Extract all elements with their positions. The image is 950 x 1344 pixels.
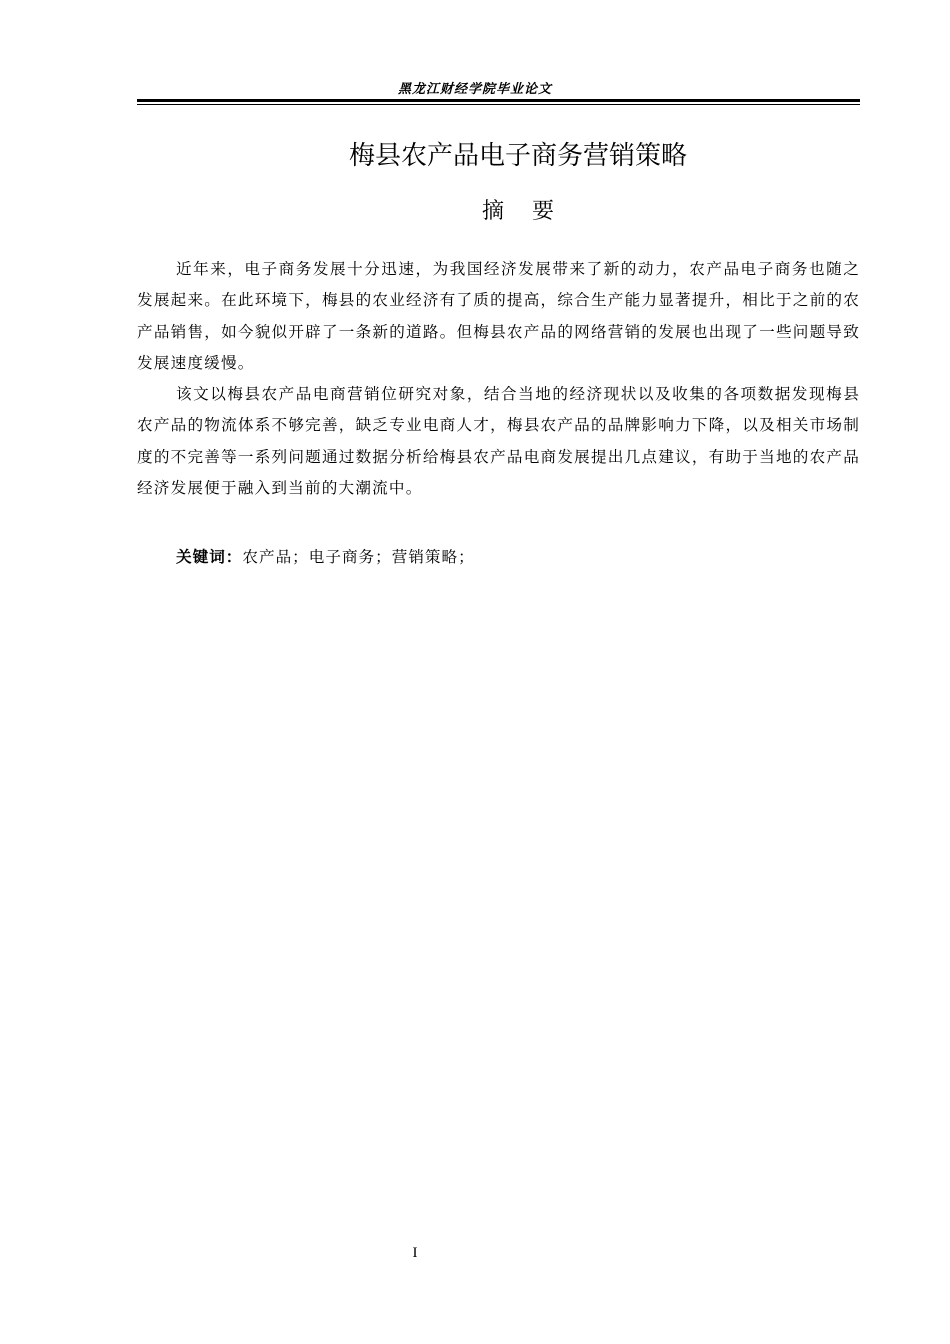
keywords xyxy=(176,542,475,573)
header-rule-thick xyxy=(137,99,860,102)
abstract-paragraph: 该文以梅县农产品电商营销位研究对象，结合当地的经济现状以及收集的各项数据发现梅县农产品的物流体系不够完善，缺乏专业电商人才，梅县农产品的品牌影响力下降，以及相关市场制度的不完善等一系列问题通过数据分析给梅县农产品电商发展提出几点建议，有助于当地的农产品经济发展便于融入到当前的大潮流中。 xyxy=(137,385,860,498)
running-header: 黑龙江财经学院毕业论文 xyxy=(397,82,552,97)
header-rule-thin xyxy=(137,104,860,105)
keywords-value: 农产品；电子商务；营销策略； xyxy=(242,548,475,566)
abstract-paragraph: 近年来，电子商务发展十分迅速，为我国经济发展带来了新的动力，农产品电子商务也随之发展起来。在此环境下，梅县的农业经济有了质的提高，综合生产能力显著提升，相比于之前的农产品销售，如今貌似开辟了一条新的道路。但梅县农产品的网络营销的发展也出现了一些问题导致发展速度缓慢。 xyxy=(137,260,860,372)
document-title: 梅县农产品电子商务营销策略 xyxy=(348,141,687,171)
abstract-heading: 摘 要 xyxy=(482,199,554,224)
page-number: I xyxy=(412,1245,418,1261)
abstract-body xyxy=(137,254,860,504)
keywords-label: 关键词： xyxy=(176,548,243,566)
